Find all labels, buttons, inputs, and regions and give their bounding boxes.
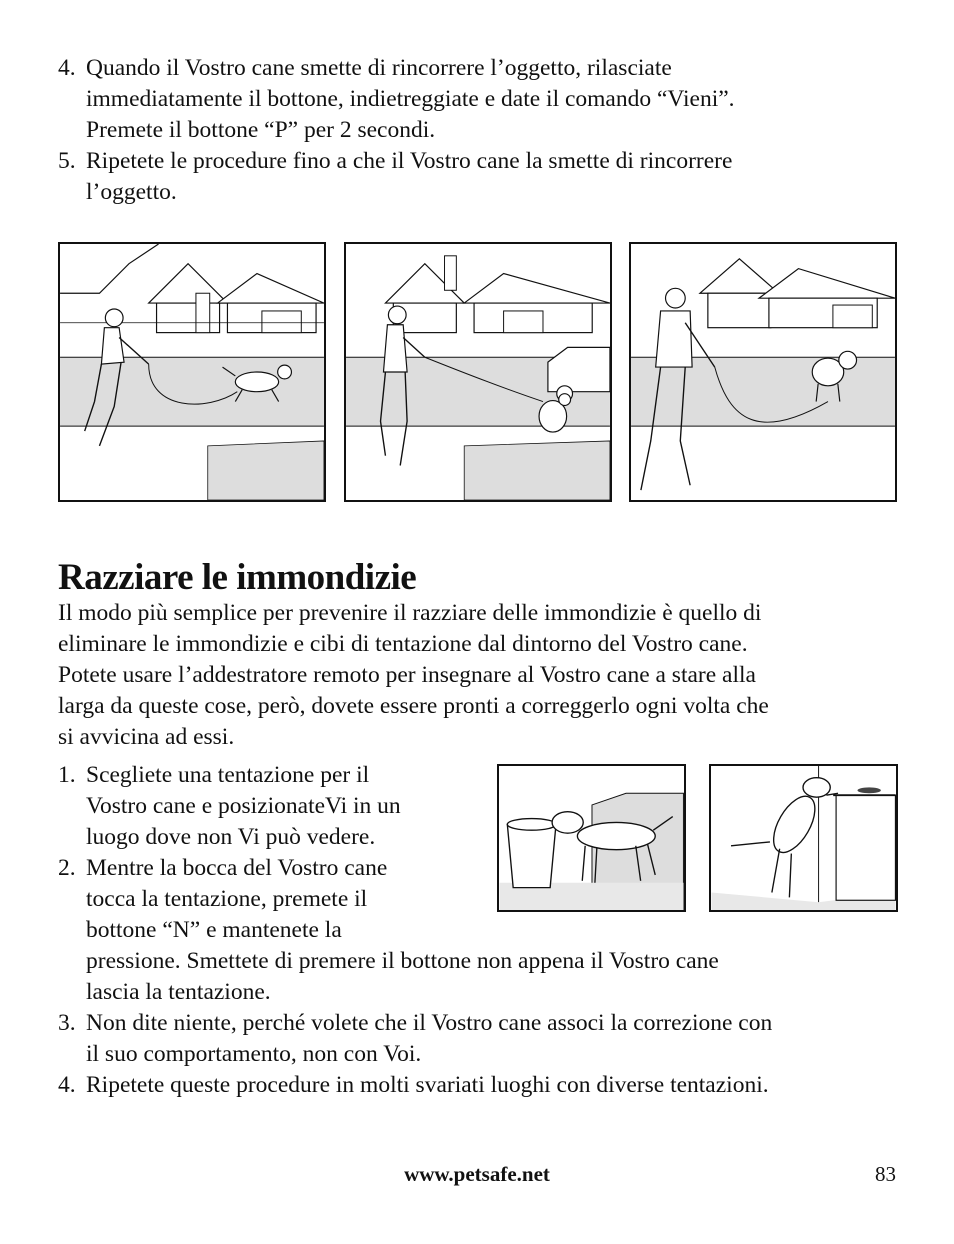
intro-line: larga da queste cose, però, dovete essere pronti a correggerlo ogni volta che <box>58 693 769 719</box>
list-line: Mentre la bocca del Vostro cane <box>86 855 388 881</box>
list-item <box>58 53 908 146</box>
illustration-row <box>58 242 898 504</box>
list-line: pressione. Smettete di premere il bottone non appena il Vostro cane <box>86 948 719 974</box>
intro-line: si avvicina ad essi. <box>58 724 235 750</box>
intro-line: Potete usare l’addestratore remoto per insegnare al Vostro cane a stare alla <box>58 662 756 688</box>
list-item <box>58 1008 904 1070</box>
section-heading: Razziare le immondizie <box>58 557 417 598</box>
illustration-svg <box>60 244 324 500</box>
intro-line: eliminare le immondizie e cibi di tentazione dal dintorno del Vostro cane. <box>58 631 748 657</box>
illustration-svg <box>499 766 684 910</box>
top-instruction-list <box>58 53 908 208</box>
dog-trash-can-illustration <box>497 764 686 912</box>
dog-counter-illustration <box>709 764 898 912</box>
person-dog-return-illustration <box>629 242 897 502</box>
list-number: 1. <box>58 762 76 788</box>
section-intro <box>58 598 904 753</box>
list-line: il suo comportamento, non con Voi. <box>86 1041 422 1067</box>
list-line: Ripetete queste procedure in molti svariati luoghi con diverse tentazioni. <box>86 1072 769 1098</box>
list-number: 4. <box>58 55 76 81</box>
list-line: bottone “N” e mantenete la <box>86 917 342 943</box>
list-line: Non dite niente, perché volete che il Vostro cane associ la correzione con <box>86 1010 773 1036</box>
page-number: 83 <box>875 1162 896 1186</box>
list-line: immediatamente il bottone, indietreggiate e date il comando “Vieni”. <box>86 86 735 112</box>
list-line: Ripetete le procedure fino a che il Vostro cane la smette di rincorrere <box>86 148 733 174</box>
illustration-svg <box>711 766 896 910</box>
list-number: 5. <box>58 148 76 174</box>
list-number: 4. <box>58 1072 76 1098</box>
person-dog-chase-illustration <box>58 242 326 502</box>
list-item <box>58 1070 904 1101</box>
intro-line: Il modo più semplice per prevenire il razziare delle immondizie è quello di <box>58 600 762 626</box>
list-line: tocca la tentazione, premete il <box>86 886 368 912</box>
list-line: lascia la tentazione. <box>86 979 271 1005</box>
list-line: Quando il Vostro cane smette di rincorrere l’oggetto, rilasciate <box>86 55 672 81</box>
list-line: l’oggetto. <box>86 179 177 205</box>
list-item <box>58 146 908 208</box>
list-number: 2. <box>58 855 76 881</box>
illustration-svg <box>346 244 610 500</box>
footer-url: www.petsafe.net <box>404 1162 550 1186</box>
list-number: 3. <box>58 1010 76 1036</box>
list-line: luogo dove non Vi può vedere. <box>86 824 376 850</box>
person-dog-car-illustration <box>344 242 612 502</box>
list-line: Premete il bottone “P” per 2 secondi. <box>86 117 436 143</box>
list-line: Vostro cane e posizionateVi in un <box>86 793 401 819</box>
illustration-svg <box>631 244 895 500</box>
list-line: Scegliete una tentazione per il <box>86 762 370 788</box>
